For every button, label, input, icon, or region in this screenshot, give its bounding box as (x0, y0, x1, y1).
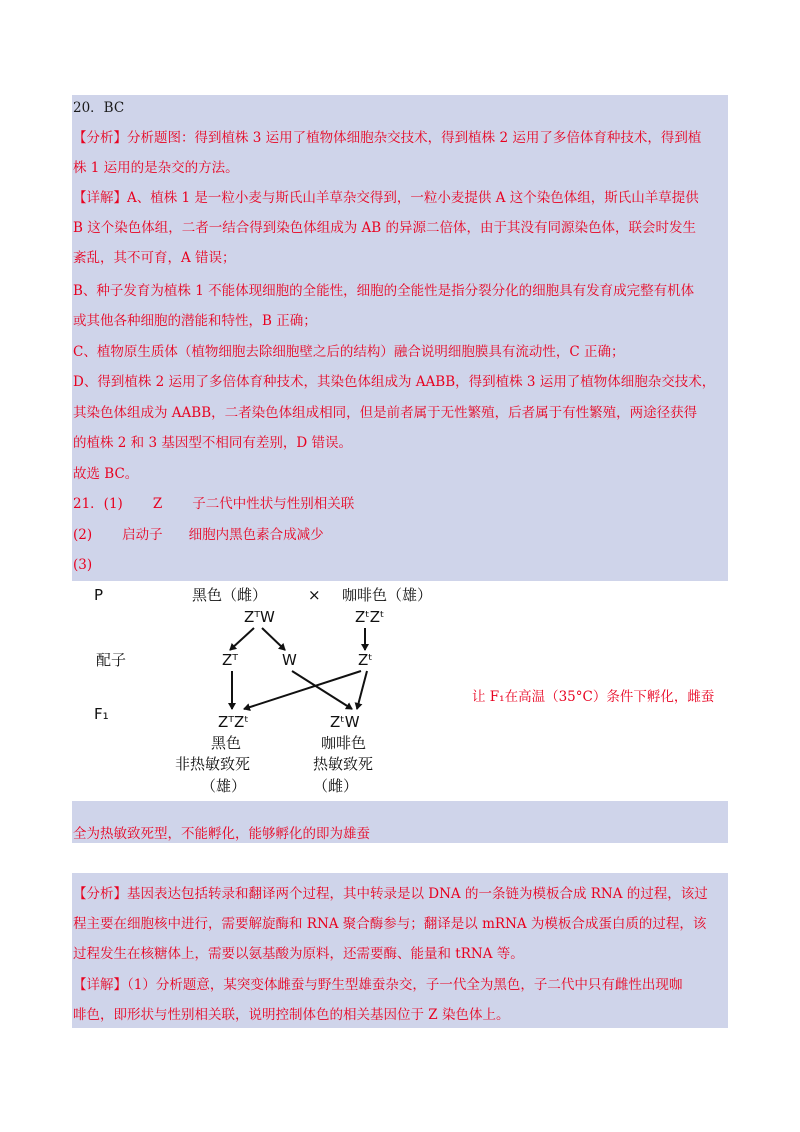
q20-detail-line: B 这个染色体组，二者一结合得到染色体组成为 AB 的异源二倍体，由于其没有同源染色体，联会时发生 (73, 220, 696, 236)
arrow-female-to-zt (230, 628, 254, 650)
arrow-zt-to-offspring2 (357, 671, 367, 709)
offspring1-heat-type: 非热敏致死 (175, 755, 251, 773)
male-parent-genotype: ZᵗZᵗ (355, 608, 385, 626)
q20-option-d-line: 的植株 2 和 3 基因型不相同有差别，D 错误。 (73, 435, 352, 451)
q21-analysis-line: 程主要在细胞核中进行，需要解旋酶和 RNA 聚合酶参与；翻译是以 mRNA 为模板合成蛋白质的过程，该 (73, 916, 707, 932)
offspring1-sex: （雄） (201, 777, 247, 795)
q20-option-b-line: B、种子发育为植株 1 不能体现细胞的全能性，细胞的全能性是指分裂分化的细胞具有发育成完整有机体 (73, 283, 695, 299)
q21-detail-line: 啡色，即形状与性别相关联，说明控制体色的相关基因位于 Z 染色体上。 (73, 1007, 510, 1023)
q21-analysis-line: 【分析】基因表达包括转录和翻译两个过程，其中转录是以 DNA 的一条链为模板合成 RNA 的过程，该过 (73, 886, 708, 902)
q20-detail-line: 紊乱，其不可育，A 错误； (73, 250, 236, 266)
gamete-label: 配子 (96, 651, 127, 669)
q21-part1-answer-a: Z (152, 496, 163, 512)
q21-part2-number: (2) (73, 527, 93, 543)
gamete-z-t-upper: Zᵀ (222, 651, 239, 669)
q21-part2-answer-b: 细胞内黑色素合成减少 (188, 527, 324, 543)
genetic-cross-diagram (72, 581, 464, 801)
q21-part2-answer (73, 526, 324, 544)
q21-part1-answer (73, 495, 354, 513)
male-parent-phenotype: 咖啡色（雄） (342, 586, 433, 604)
q20-option-b-line: 或其他各种细胞的潜能和特性，B 正确； (73, 313, 317, 329)
f1-generation-label: F₁ (94, 705, 109, 723)
q21-part3-answer-tail: 让 F₁在高温（35°C）条件下孵化，雌蚕 (472, 689, 715, 705)
female-parent-phenotype: 黑色（雌） (192, 586, 268, 604)
q20-option-d-line: 其染色体组成为 AABB，二者染色体组成相同，但是前者属于无性繁殖，后者属于有性繁殖，两途径获得 (73, 405, 698, 421)
arrow-female-to-w (262, 628, 285, 650)
offspring2-heat-type: 热敏致死 (313, 755, 374, 773)
gamete-w: W (282, 651, 297, 669)
q20-analysis-line: 【分析】分析题图：得到植株 3 运用了植物体细胞杂交技术，得到植株 2 运用了多倍体育种技术，得到植 (73, 130, 702, 146)
q20-detail-line: 【详解】A、植株 1 是一粒小麦与斯氏山羊草杂交得到，一粒小麦提供 A 这个染色体组，斯氏山羊草提供 (73, 190, 699, 206)
q21-part1-answer-b: 子二代中性状与性别相关联 (192, 496, 355, 512)
offspring2-sex: （雌） (313, 777, 359, 795)
female-parent-genotype: ZᵀW (244, 608, 275, 626)
offspring2-genotype: ZᵗW (330, 713, 360, 731)
q21-part3-answer-line: 全为热敏致死型，不能孵化，能够孵化的即为雄蚕 (73, 826, 370, 842)
offspring1-color: 黑色 (211, 734, 242, 752)
offspring1-genotype: ZᵀZᵗ (218, 713, 249, 731)
q20-option-d-line: D、得到植株 2 运用了多倍体育种技术，其染色体组成为 AABB，得到植株 3 运用了植物体细胞杂交技术， (73, 374, 716, 390)
offspring2-color: 咖啡色 (321, 734, 367, 752)
gamete-z-t-lower: Zᵗ (358, 651, 373, 669)
p-generation-label: P (94, 586, 104, 604)
cross-sign: × (308, 586, 321, 604)
q20-heading: 20．BC (73, 100, 125, 116)
q21-part2-answer-a: 启动子 (122, 527, 163, 543)
q20-analysis-line: 株 1 运用的是杂交的方法。 (73, 160, 239, 176)
q21-analysis-line: 过程发生在核糖体上，需要以氨基酸为原料，还需要酶、能量和 tRNA 等。 (73, 946, 524, 962)
q21-part1-number: 21．(1) (73, 496, 123, 512)
q21-detail-line: 【详解】（1）分析题意，某突变体雌蚕与野生型雄蚕杂交，子一代全为黑色，子二代中只有雌性出现咖 (73, 977, 683, 993)
q21-part3-number: (3) (73, 557, 93, 573)
q20-conclusion: 故选 BC。 (73, 466, 139, 482)
q20-option-c-line: C、植物原生质体（植物细胞去除细胞壁之后的结构）融合说明细胞膜具有流动性，C 正确； (73, 344, 625, 360)
